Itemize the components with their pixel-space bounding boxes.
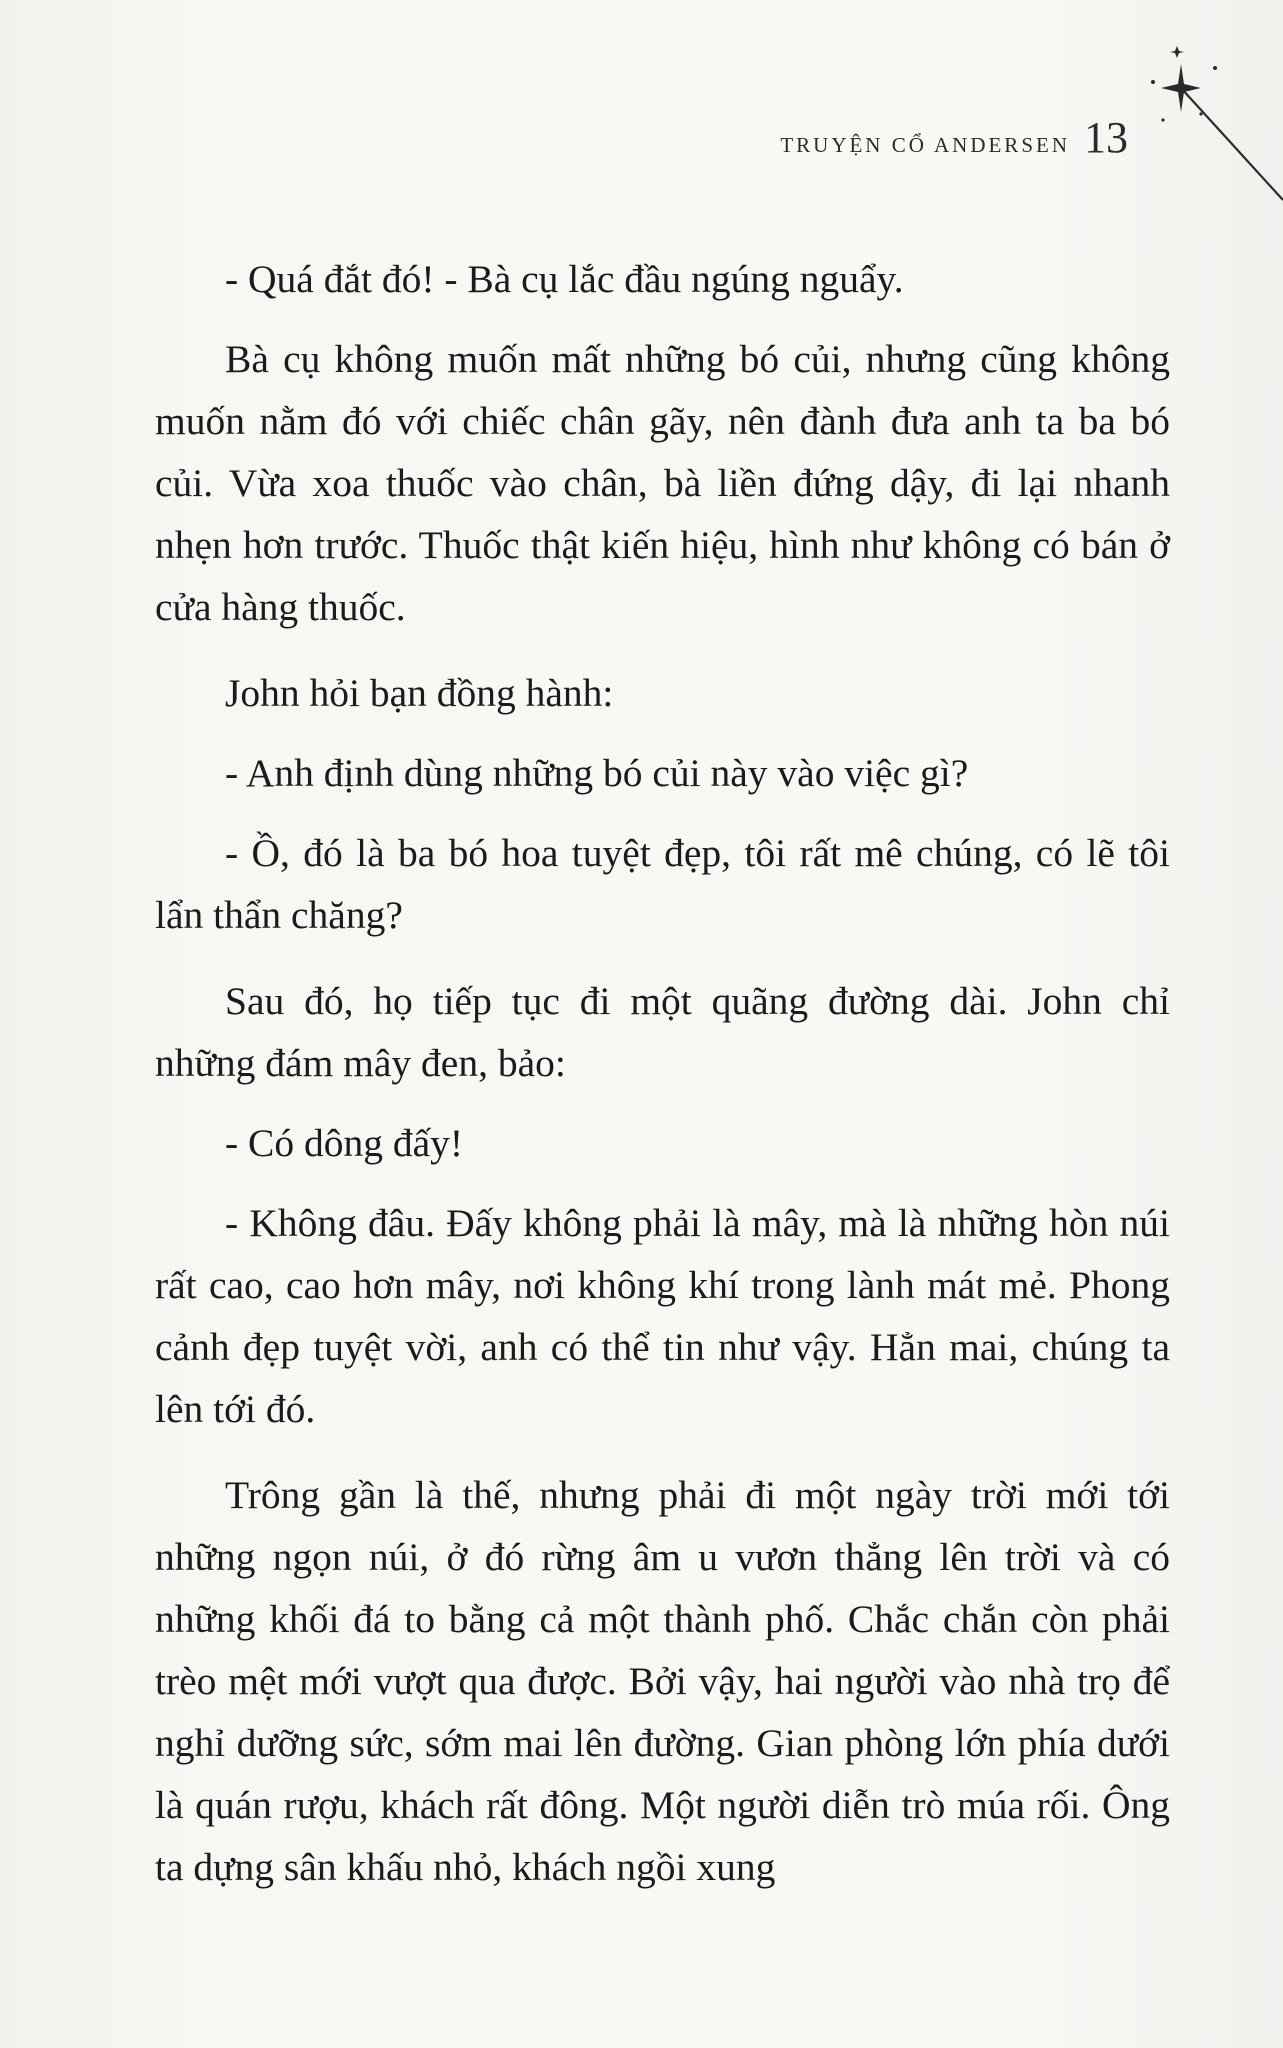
paragraph: - Quá đắt đó! - Bà cụ lắc đầu ngúng nguẩy. — [225, 257, 904, 301]
paragraph: John hỏi bạn đồng hành: — [225, 671, 614, 715]
paragraph: Sau đó, họ tiếp tục đi một quãng đường dài. John chỉ những đám mây đen, bảo: — [155, 979, 1170, 1085]
paragraph: Trông gần là thế, nhưng phải đi một ngày trời mới tới những ngọn núi, ở đó rừng âm u vươn thẳng lên trời và có những khối đá to bằng cả một thành phố. Chắc chắn còn phải trèo mệt mới vượt qua được. Bởi vậy, hai người vào nhà trọ để nghỉ dưỡng sức, sớm mai lên đường. Gian phòng lớn phía dưới là quán rượu, khách rất đông. Một người diễn trò múa rối. Ông ta dựng sân khấu nhỏ, khách ngồi xung — [155, 1473, 1170, 1889]
paragraph: - Anh định dùng những bó củi này vào việc gì? — [225, 751, 969, 795]
page-header — [780, 112, 1128, 163]
running-title: TRUYỆN CỔ ANDERSEN — [780, 133, 1070, 157]
body-text — [155, 248, 1170, 1922]
paragraph: - Không đâu. Đấy không phải là mây, mà là những hòn núi rất cao, cao hơn mây, nơi không khí trong lành mát mẻ. Phong cảnh đẹp tuyệt vời, anh có thể tin như vậy. Hẳn mai, chúng ta lên tới đó. — [155, 1201, 1170, 1431]
page-number: 13 — [1084, 113, 1128, 162]
magic-wand-icon — [1143, 40, 1283, 210]
paragraph: Bà cụ không muốn mất những bó củi, nhưng cũng không muốn nằm đó với chiếc chân gãy, nên đành đưa anh ta ba bó củi. Vừa xoa thuốc vào chân, bà liền đứng dậy, đi lại nhanh nhẹn hơn trước. Thuốc thật kiến hiệu, hình như không có bán ở cửa hàng thuốc. — [155, 337, 1170, 629]
paragraph: - Ồ, đó là ba bó hoa tuyệt đẹp, tôi rất mê chúng, có lẽ tôi lẩn thẩn chăng? — [155, 831, 1170, 937]
paragraph: - Có dông đấy! — [225, 1121, 464, 1165]
